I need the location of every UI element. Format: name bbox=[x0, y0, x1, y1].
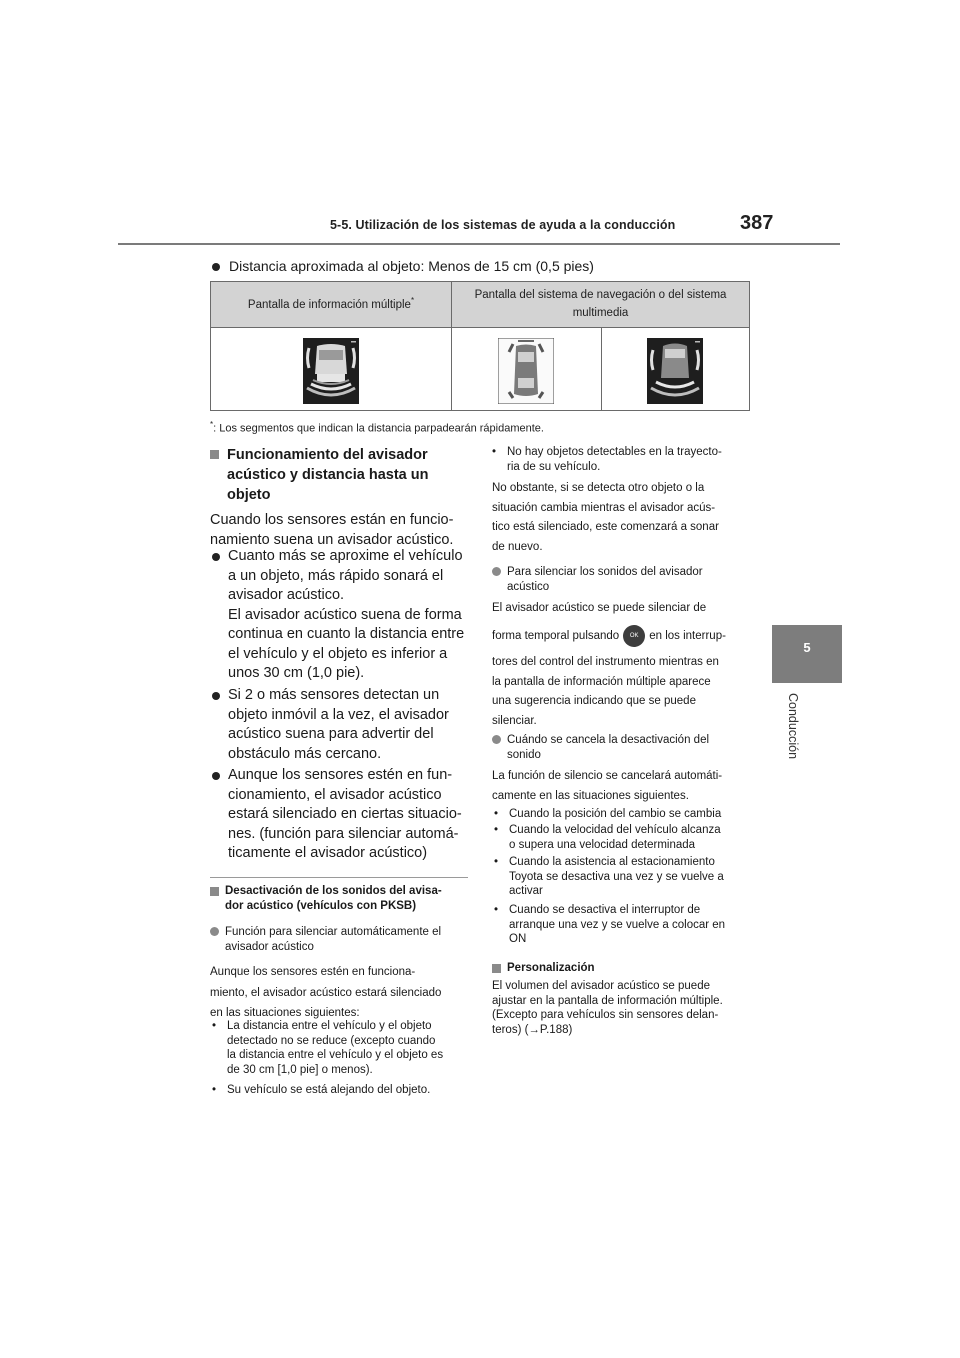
mute-instructions-paragraph: El avisador acústico se puede silenciar de forma temporal pulsando OK en los interrup- tores del control del instrumento mientras en la pantalla de información múltiple aparece una sugerencia indicando que se puede silenciar. bbox=[492, 602, 726, 727]
mute-situations-paragraph: Aunque los sensores estén en funciona- miento, el avisador acústico estará silenciado en las situaciones siguientes: bbox=[210, 966, 442, 1019]
ok-button-icon: OK bbox=[623, 625, 645, 647]
circle-bullet-icon bbox=[210, 927, 219, 936]
multi-info-display-image bbox=[303, 338, 359, 404]
header-rule bbox=[118, 243, 840, 245]
circle-bullet-icon bbox=[492, 567, 501, 576]
bullet-dot-icon bbox=[212, 553, 220, 561]
navigation-display-image bbox=[498, 338, 554, 404]
chapter-number: 5 bbox=[803, 640, 811, 655]
intro-paragraph: Cuando los sensores están en funcio- namiento suena un avisador acústico. bbox=[210, 512, 454, 548]
circle-bullet-icon bbox=[492, 735, 501, 744]
table-header-navigation: Pantalla del sistema de navegación o del sistema multimedia bbox=[474, 289, 727, 319]
square-bullet-icon bbox=[210, 887, 219, 896]
square-bullet-icon bbox=[492, 964, 501, 973]
table-header-multi-info: Pantalla de información múltiple* bbox=[247, 296, 415, 311]
chapter-label: Conducción bbox=[786, 693, 800, 760]
page-number: 387 bbox=[740, 212, 774, 234]
resume-paragraph: No obstante, si se detecta otro objeto o la situación cambia mientras el avisador acús- tico está silenciado, este comenzará a sonar de nuevo. bbox=[492, 482, 719, 553]
customization-paragraph: El volumen del avisador acústico se puede ajustar en la pantalla de información múltiple. (Excepto para vehículos sin sensores delan- teros) (→P.188) bbox=[492, 980, 723, 1036]
square-bullet-icon bbox=[210, 450, 219, 459]
multimedia-display-image bbox=[647, 338, 703, 404]
cancel-situations-paragraph: La función de silencio se cancelará automáti- camente en las situaciones siguientes. bbox=[492, 770, 723, 802]
bullet-dot-icon bbox=[212, 692, 220, 700]
bullet-dot-icon bbox=[212, 772, 220, 780]
bullet-dot-icon bbox=[212, 263, 220, 271]
display-table bbox=[210, 281, 750, 411]
divider bbox=[210, 877, 468, 878]
section-title: 5-5. Utilización de los sistemas de ayuda a la conducción bbox=[330, 218, 676, 232]
table-footnote: *: Los segmentos que indican la distancia parpadearán rápidamente. bbox=[210, 420, 544, 435]
